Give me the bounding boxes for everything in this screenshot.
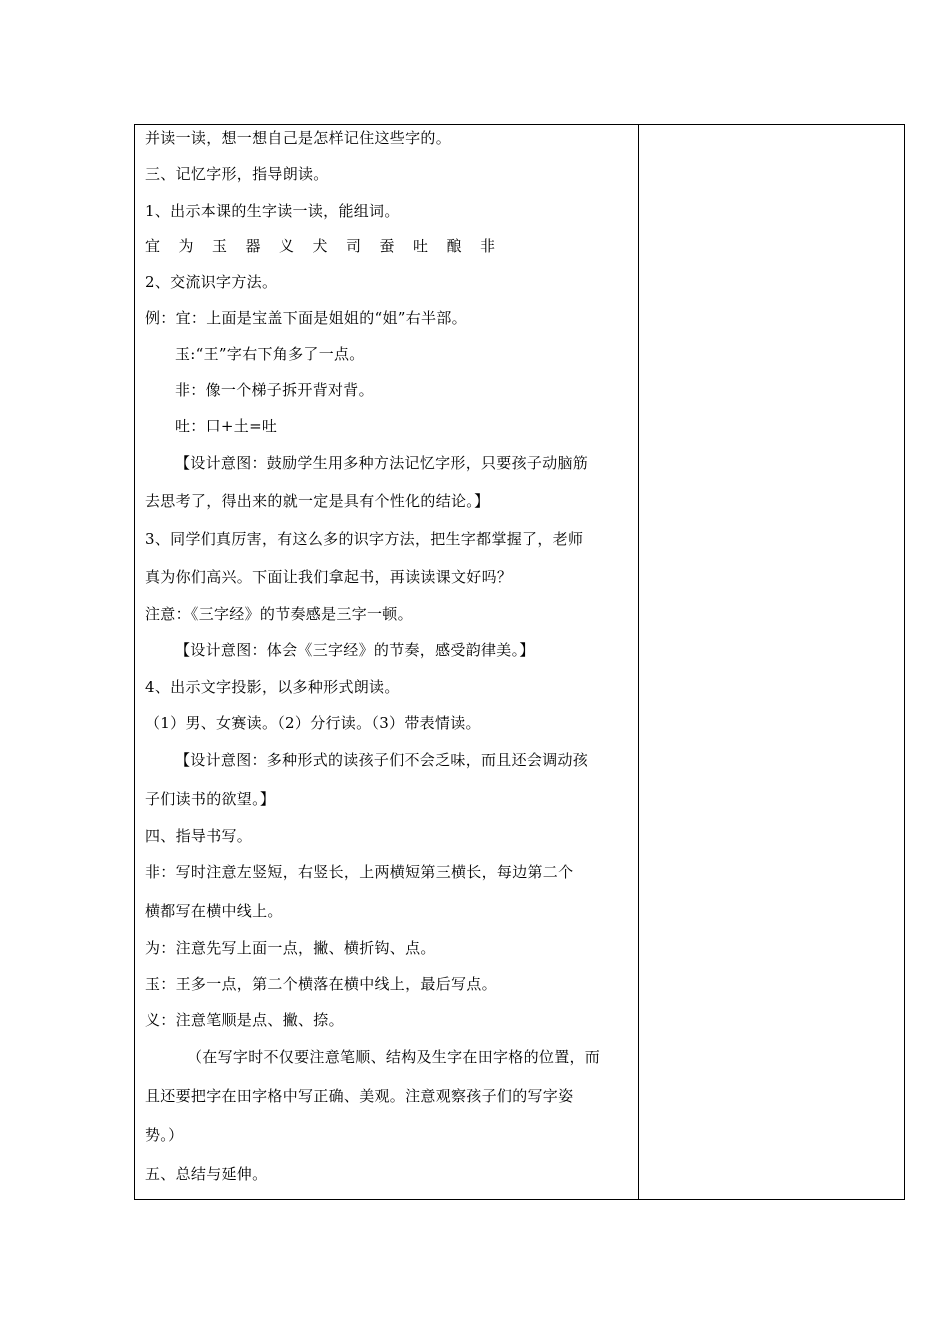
character: 为 [178, 237, 194, 255]
section-heading: 五、总结与延伸。 [145, 1165, 268, 1183]
text-line: 并读一读，想一想自己是怎样记住这些字的。 [145, 129, 452, 147]
text-line: 且还要把字在田字格中写正确、美观。注意观察孩子们的写字姿 [145, 1087, 574, 1105]
text-line: 例：宜：上面是宝盖下面是姐姐的“姐”右半部。 [145, 309, 467, 327]
text-line: （在写字时不仅要注意笔顺、结构及生字在田字格的位置，而 [187, 1048, 601, 1066]
text-line: 为：注意先写上面一点，撇、横折钩、点。 [145, 939, 436, 957]
text-line: 义：注意笔顺是点、撇、捺。 [145, 1011, 344, 1029]
text-line: 势。） [145, 1126, 184, 1144]
character-list [145, 236, 514, 256]
text-line: 1、出示本课的生字读一读，能组词。 [145, 202, 400, 220]
character: 宜 [145, 237, 161, 255]
text-line: 真为你们高兴。下面让我们拿起书，再读读课文好吗？ [145, 568, 513, 586]
character: 吐 [413, 237, 429, 255]
text-line: 3、同学们真厉害，有这么多的识字方法，把生字都掌握了，老师 [145, 530, 584, 548]
text-line: 2、交流识字方法。 [145, 273, 278, 291]
character: 酿 [446, 237, 462, 255]
notes-cell [639, 125, 904, 1199]
text-line: 4、出示文字投影，以多种形式朗读。 [145, 678, 400, 696]
text-line: （1）男、女赛读。（2）分行读。（3）带表情读。 [145, 714, 481, 732]
text-line: 玉：王多一点，第二个横落在横中线上，最后写点。 [145, 975, 497, 993]
lesson-content-cell [135, 125, 638, 1199]
text-line: 注意：《三字经》的节奏感是三字一顿。 [145, 605, 413, 623]
text-line: 非：像一个梯子拆开背对背。 [175, 381, 374, 399]
section-heading: 三、记忆字形，指导朗读。 [145, 165, 329, 183]
design-intent-note: 子们读书的欲望。】 [145, 790, 276, 808]
character: 器 [245, 237, 261, 255]
character: 犬 [312, 237, 328, 255]
character: 蚕 [379, 237, 395, 255]
text-line: 非：写时注意左竖短，右竖长，上两横短第三横长，每边第二个 [145, 863, 574, 881]
character: 义 [279, 237, 295, 255]
character: 玉 [212, 237, 228, 255]
text-line: 横都写在横中线上。 [145, 902, 283, 920]
design-intent-note: 【设计意图：鼓励学生用多种方法记忆字形，只要孩子动脑筋 [175, 454, 589, 472]
lesson-table [134, 124, 905, 1200]
design-intent-note: 去思考了，得出来的就一定是具有个性化的结论。】 [145, 492, 490, 510]
text-line: 玉:“王”字右下角多了一点。 [175, 345, 365, 363]
character: 非 [480, 237, 496, 255]
design-intent-note: 【设计意图：体会《三字经》的节奏，感受韵律美。】 [175, 641, 535, 659]
character: 司 [346, 237, 362, 255]
text-line: 吐：口+土=吐 [175, 417, 278, 435]
section-heading: 四、指导书写。 [145, 827, 253, 845]
design-intent-note: 【设计意图：多种形式的读孩子们不会乏味，而且还会调动孩 [175, 751, 589, 769]
